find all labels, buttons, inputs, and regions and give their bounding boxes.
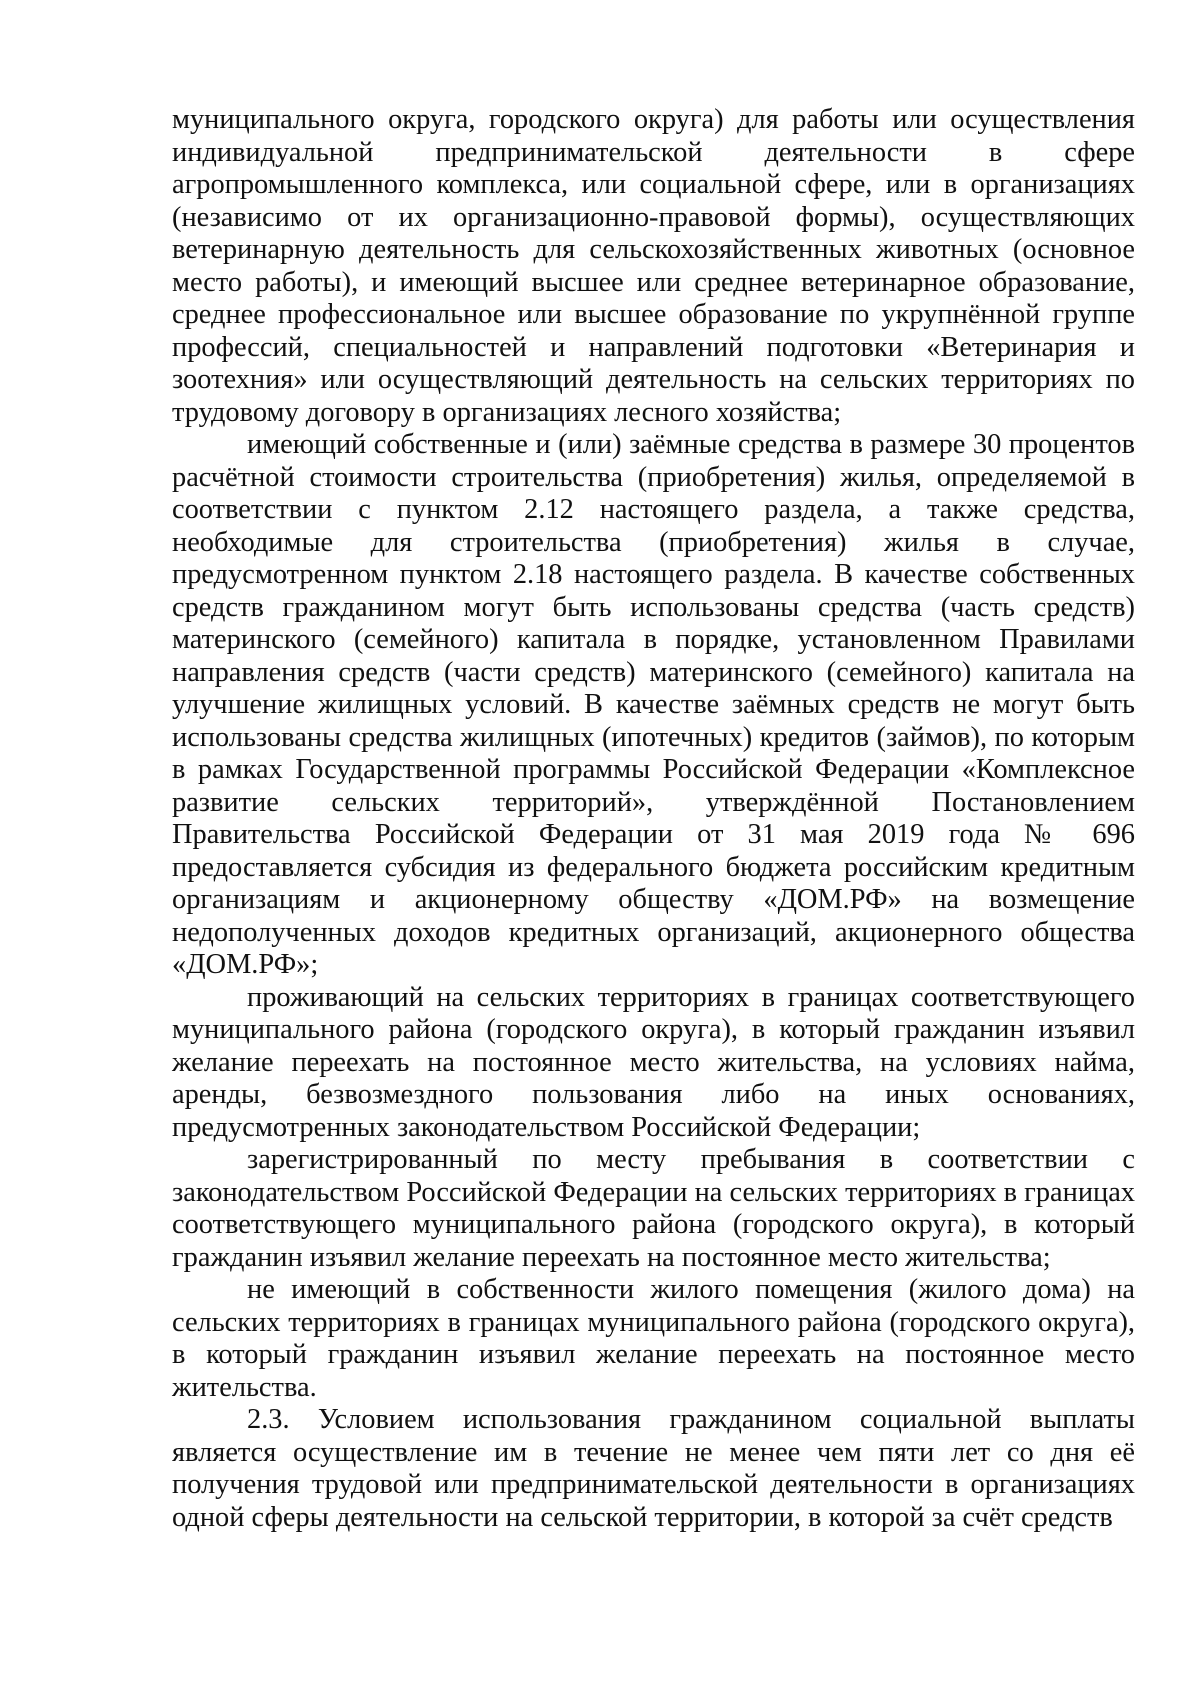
paragraph-residing: проживающий на сельских территориях в границах соответствующего муниципального района (городского округа), в который гражданин изъявил желание переехать на постоянное место жительства, на условиях найма, аренды, безвозмездного пользования либо на иных основаниях, предусмотренных законодательством Российской Федерации;	[172, 981, 1135, 1143]
paragraph-registered: зарегистрированный по месту пребывания в соответствии с законодательством Российской Федерации на сельских территориях в границах соответствующего муниципального района (городского округа), в который гражданин изъявил желание переехать на постоянное место жительства;	[172, 1144, 1135, 1273]
paragraph-continuation: муниципального округа, городского округа) для работы или осуществления индивидуальной предпринимательской деятельности в сфере агропромышленного комплекса, или социальной сфере, или в организациях (независимо от их организационно-правовой формы), осуществляющих ветеринарную деятельность для сельскохозяйственных животных (основное место работы), и имеющий высшее или среднее ветеринарное образование, среднее профессиональное или высшее образование по укрупнённой группе профессий, специальностей и направлений подготовки «Ветеринария и зоотехния» или осуществляющий деятельность на сельских территориях по трудовому договору в организациях лесного хозяйства;	[172, 104, 1135, 428]
paragraph-own-funds: имеющий собственные и (или) заёмные средства в размере 30 процентов расчётной стоимости строительства (приобретения) жилья, определяемой в соответствии с пунктом 2.12 настоящего раздела, а также средства, необходимые для строительства (приобретения) жилья в случае, предусмотренном пунктом 2.18 настоящего раздела. В качестве собственных средств гражданином могут быть использованы средства (часть средств) материнского (семейного) капитала в порядке, установленном Правилами направления средств (части средств) материнского (семейного) капитала на улучшение жилищных условий. В качестве заёмных средств не могут быть использованы средства жилищных (ипотечных) кредитов (займов), по которым в рамках Государственной программы Российской Федерации «Комплексное развитие сельских территорий», утверждённой Постановлением Правительства Российской Федерации от 31 мая 2019 года № 696 предоставляется субсидия из федерального бюджета российским кредитным организациям и акционерному обществу «ДОМ.РФ» на возмещение недополученных доходов кредитных организаций, акционерного общества «ДОМ.РФ»;	[172, 429, 1135, 980]
paragraph-no-property: не имеющий в собственности жилого помещения (жилого дома) на сельских территориях в границах муниципального района (городского округа), в который гражданин изъявил желание переехать на постоянное место жительства.	[172, 1274, 1135, 1403]
paragraph-2-3	[172, 1404, 1135, 1534]
paragraph-2-3-text: Условием использования гражданином социальной выплаты является осуществление им в течение не менее чем пяти лет со дня её получения трудовой или предпринимательской деятельности в организациях одной сферы деятельности на сельской территории, в которой за счёт средств	[172, 1404, 1135, 1533]
document-page	[172, 104, 1135, 1534]
paragraph-number: 2.3.	[247, 1404, 290, 1435]
